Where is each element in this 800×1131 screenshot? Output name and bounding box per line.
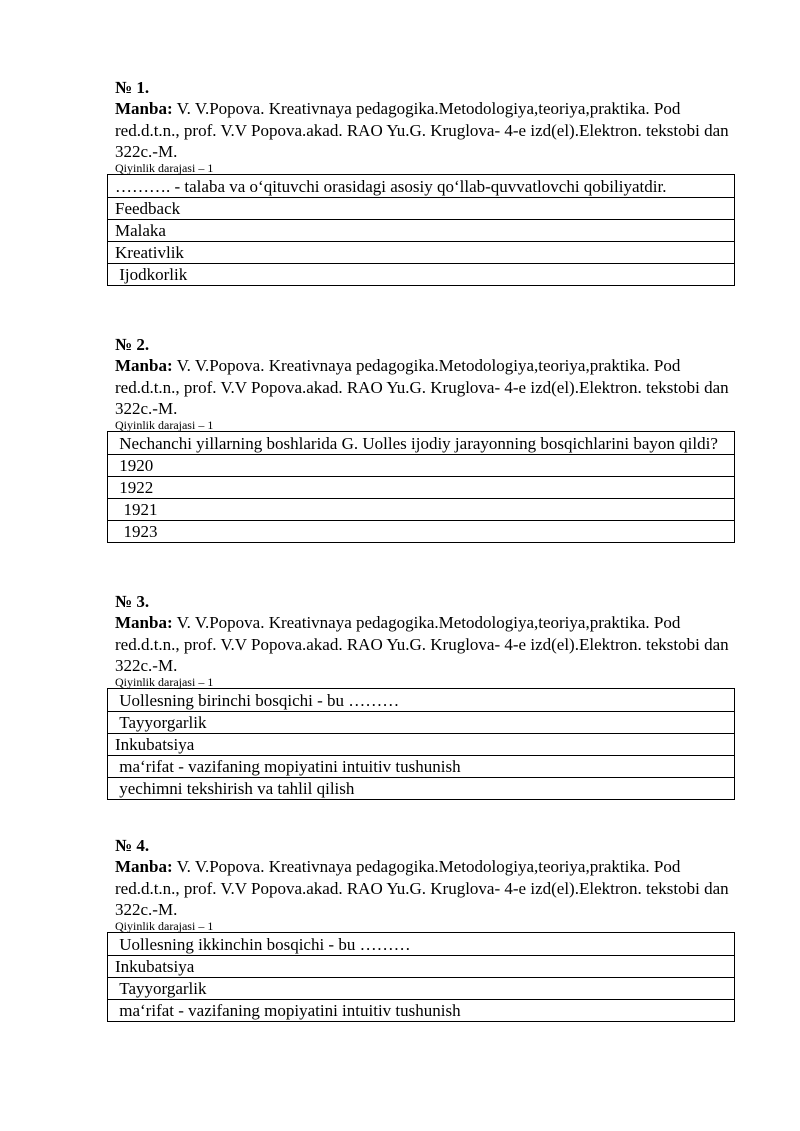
source-label: Manba:: [115, 99, 173, 118]
answer-option: Malaka: [108, 219, 735, 241]
answer-option: Inkubatsiya: [108, 955, 735, 977]
answer-option: Feedback: [108, 197, 735, 219]
question-stem: ………. - talaba va o‘qituvchi orasidagi asosiy qo‘llab-quvvatlovchi qobiliyatdir.: [108, 174, 735, 197]
answer-option: Kreativlik: [108, 241, 735, 263]
answer-option: ma‘rifat - vazifaning mopiyatini intuitiv tushunish: [108, 999, 735, 1021]
answer-option: ma‘rifat - vazifaning mopiyatini intuitiv tushunish: [108, 755, 735, 777]
question-number: № 1.: [115, 78, 150, 97]
question-number: № 2.: [115, 335, 150, 354]
answer-table: [107, 688, 735, 800]
source-text: V. V.Popova. Kreativnaya pedagogika.Metodologiya,teoriya,praktika. Pod red.d.t.n., prof. V.V Popova.akad. RAO Yu.G. Kruglova- 4-e izd(el).Elektron. tekstobi dan 322c.-M.: [115, 857, 729, 919]
answer-option: Tayyorgarlik: [108, 977, 735, 999]
question-block-4: [107, 836, 735, 1022]
answer-option: Tayyorgarlik: [108, 711, 735, 733]
difficulty-level: Qiyinlik darajasi – 1: [115, 918, 214, 933]
source-label: Manba:: [115, 613, 173, 632]
question-source: [107, 856, 735, 921]
answer-table: [107, 932, 735, 1022]
source-label: Manba:: [115, 857, 173, 876]
question-number: № 4.: [115, 836, 150, 855]
answer-table: [107, 174, 735, 286]
question-block-1: [107, 78, 735, 286]
question-source: [107, 612, 735, 677]
source-label: Manba:: [115, 356, 173, 375]
answer-option: 1923: [108, 520, 735, 542]
question-stem: Uollesning birinchi bosqichi - bu ………: [108, 688, 735, 711]
answer-table: [107, 431, 735, 543]
source-text: V. V.Popova. Kreativnaya pedagogika.Metodologiya,teoriya,praktika. Pod red.d.t.n., prof. V.V Popova.akad. RAO Yu.G. Kruglova- 4-e izd(el).Elektron. tekstobi dan 322c.-M.: [115, 99, 729, 161]
difficulty-level: Qiyinlik darajasi – 1: [115, 674, 214, 689]
question-stem: Uollesning ikkinchin bosqichi - bu ………: [108, 932, 735, 955]
answer-option: Inkubatsiya: [108, 733, 735, 755]
answer-option: Ijodkorlik: [108, 263, 735, 285]
question-block-2: [107, 335, 735, 543]
difficulty-level: Qiyinlik darajasi – 1: [115, 160, 214, 175]
source-text: V. V.Popova. Kreativnaya pedagogika.Metodologiya,teoriya,praktika. Pod red.d.t.n., prof. V.V Popova.akad. RAO Yu.G. Kruglova- 4-e izd(el).Elektron. tekstobi dan 322c.-M.: [115, 613, 729, 675]
question-source: [107, 98, 735, 163]
difficulty-level: Qiyinlik darajasi – 1: [115, 417, 214, 432]
answer-option: 1922: [108, 476, 735, 498]
question-block-3: [107, 592, 735, 800]
question-source: [107, 355, 735, 420]
answer-option: 1921: [108, 498, 735, 520]
answer-option: 1920: [108, 454, 735, 476]
question-number: № 3.: [115, 592, 150, 611]
source-text: V. V.Popova. Kreativnaya pedagogika.Metodologiya,teoriya,praktika. Pod red.d.t.n., prof. V.V Popova.akad. RAO Yu.G. Kruglova- 4-e izd(el).Elektron. tekstobi dan 322c.-M.: [115, 356, 729, 418]
answer-option: yechimni tekshirish va tahlil qilish: [108, 777, 735, 799]
question-stem: Nechanchi yillarning boshlarida G. Uolles ijodiy jarayonning bosqichlarini bayon qildi?: [108, 431, 735, 454]
